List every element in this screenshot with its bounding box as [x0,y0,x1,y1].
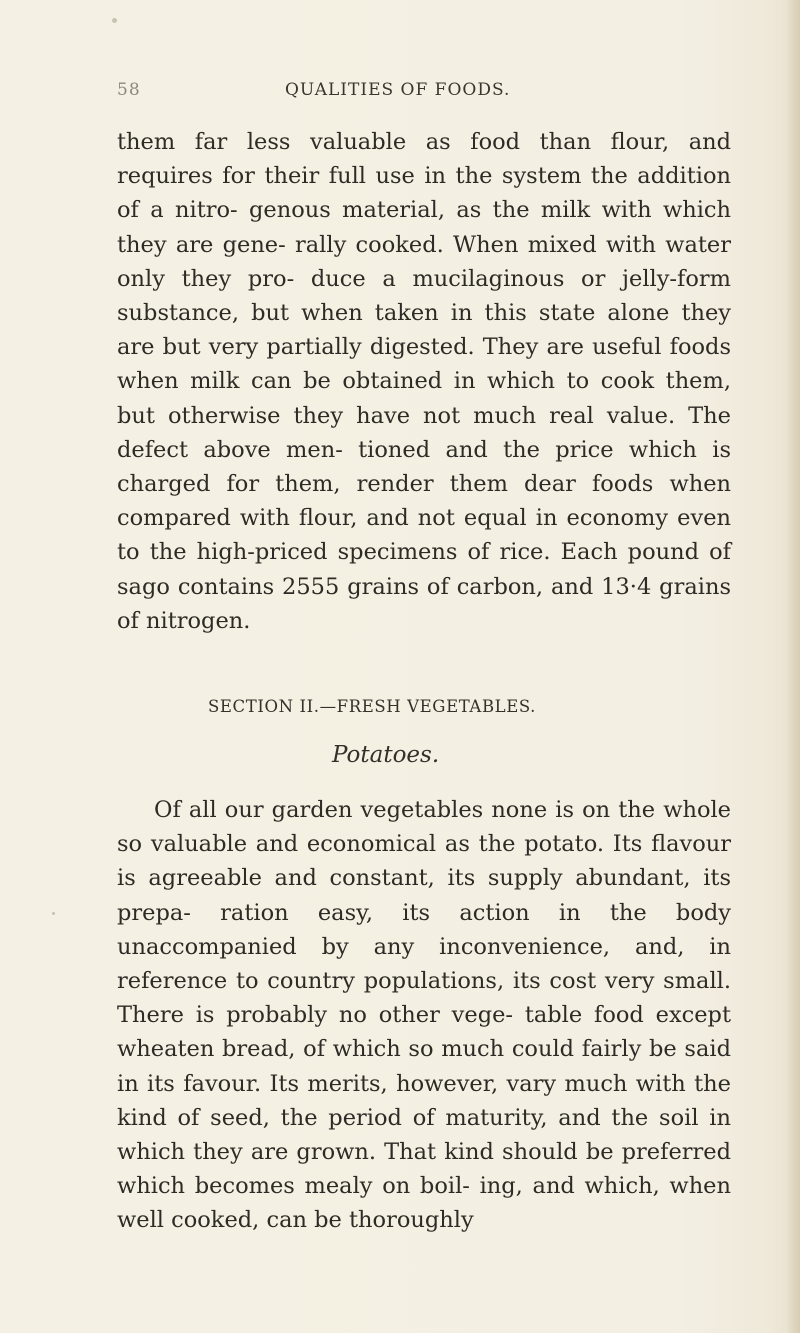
paragraph-potatoes: Of all our garden vegetables none is on the whole so valuable and economical as the potato. Its flavour is agreeable and constant, its supply abundant, its prepa- ration easy, its action in the body unaccompanied by any inconvenience, and, in reference to country populations, its cost very small. There is probably no other vege- table food except wheaten bread, of which so much could fairly be said in its favour. Its merits, however, vary much with the kind of seed, the period of maturity, and the soil in which they are grown. That kind should be preferred which becomes mealy on boil- ing, and which, when well cooked, can be thoroughly [117,797,731,1234]
page-edge-shadow [786,0,800,1333]
section-heading: SECTION II.—FRESH VEGETABLES. [208,697,537,716]
page-header [117,80,727,110]
paragraph-sago: them far less valuable as food than flour, and requires for their full use in the system the addition of a nitro- genous material, as the milk with which they are gene- rally cooked. When mixed with water only they pro- duce a mucilaginous or jelly-form substance, but when taken in this state alone they are but very partially digested. They are useful foods when milk can be obtained in which to cook them, but otherwise they have not much real value. The defect above men- tioned and the price which is charged for them, render them dear foods when compared with flour, and not equal in economy even to the high-priced specimens of rice. Each pound of sago contains 2555 grains of carbon, and 13·4 grains of nitrogen. [117,129,731,634]
paper-speck [112,18,117,23]
paper-speck [52,912,55,915]
page-number: 58 [117,80,141,100]
subheading-potatoes: Potatoes. [332,742,440,768]
running-head: QUALITIES OF FOODS. [285,80,511,100]
